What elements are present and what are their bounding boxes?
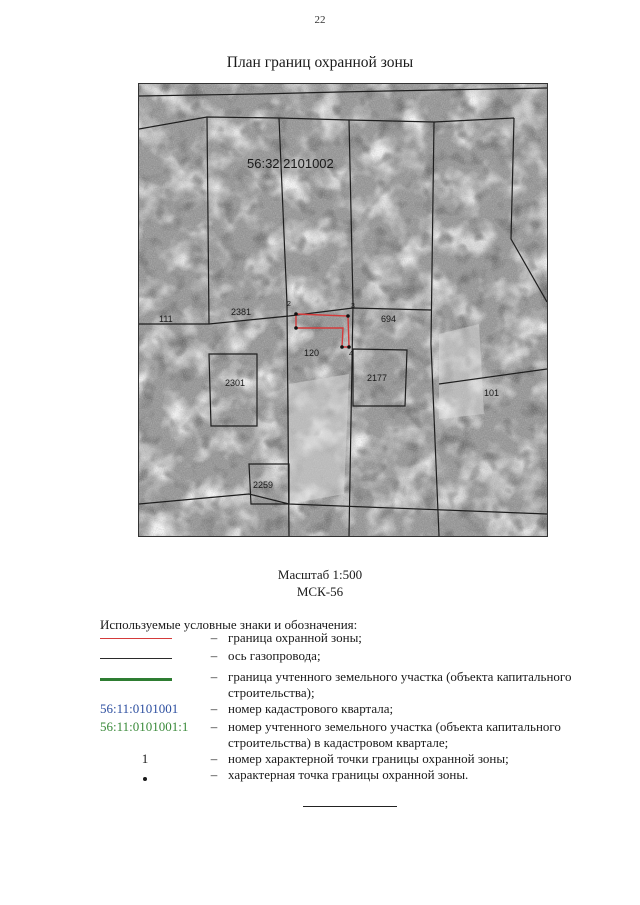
legend-text: граница учтенного земельного участка (объекта капитального строительства); — [228, 669, 572, 700]
coordinate-system-label: МСК-56 — [296, 584, 344, 599]
legend-text: граница охранной зоны; — [228, 630, 362, 645]
legend-symbol — [100, 767, 200, 783]
legend-sample: 1 — [141, 751, 149, 766]
parcel-label: 120 — [304, 348, 320, 358]
legend-text: номер кадастрового квартала; — [228, 701, 394, 716]
legend-dash: – — [210, 701, 218, 716]
scale-label: Масштаб 1:500 — [277, 567, 363, 582]
parcel-label: 101 — [484, 388, 500, 398]
parcel-label: 694 — [381, 314, 397, 324]
point-number: 2 — [287, 301, 291, 308]
legend-dash: – — [210, 669, 218, 684]
quarter-label: 56:32 2101002 — [247, 156, 334, 171]
legend-symbol — [100, 630, 200, 646]
legend-dash: – — [210, 630, 218, 645]
legend-dash: – — [210, 648, 218, 663]
legend-dash: – — [210, 751, 218, 766]
characteristic-point — [294, 312, 298, 316]
legend-text: номер характерной точки границы охранной зоны; — [228, 751, 509, 766]
characteristic-point — [347, 345, 351, 349]
bottom-rule — [303, 806, 397, 807]
page-number: 22 — [314, 14, 326, 26]
point-dot-icon — [143, 777, 147, 781]
page-title: План границ охранной зоны — [226, 54, 414, 71]
legend-title: Используемые условные знаки и обозначения: — [100, 617, 358, 632]
legend-symbol — [100, 669, 200, 685]
parcel-label: 2301 — [225, 378, 246, 388]
parcel-label: 2259 — [253, 480, 274, 490]
parcel-label: 2177 — [367, 373, 388, 383]
cadastral-map — [138, 83, 548, 537]
light-yard — [289, 374, 349, 504]
characteristic-point — [294, 326, 298, 330]
legend-dash: – — [210, 767, 218, 782]
parcel-label: 111 — [159, 314, 173, 324]
parcel-label: 2381 — [231, 307, 252, 317]
legend-symbol — [100, 648, 200, 664]
point-number: 4 — [349, 351, 353, 358]
characteristic-point — [346, 314, 350, 318]
scale-block — [0, 566, 640, 600]
legend-text: номер учтенного земельного участка (объекта капитального строительства) в кадастровом квартале; — [228, 719, 561, 750]
legend-sample: 56:11:0101001 — [100, 701, 179, 716]
characteristic-point — [340, 345, 344, 349]
light-yard — [439, 324, 484, 419]
legend-sample: 56:11:0101001:1 — [100, 719, 189, 734]
legend-text: характерная точка границы охранной зоны. — [228, 767, 469, 782]
point-number: 3 — [351, 303, 355, 310]
legend-text: ось газопровода; — [228, 648, 321, 663]
legend-dash: – — [210, 719, 218, 734]
